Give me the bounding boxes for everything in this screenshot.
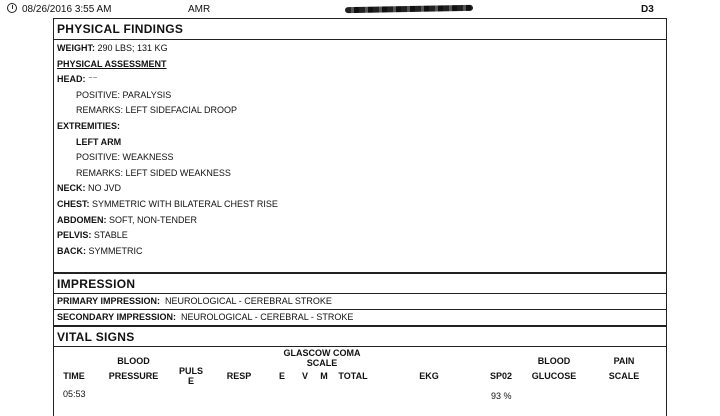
col-gcs-e: E — [278, 371, 285, 381]
col-bp-line1: BLOOD — [117, 356, 150, 366]
col-pain-line1: PAIN — [613, 356, 635, 366]
clock-icon — [7, 3, 17, 13]
gcs-line1: GLASCOW COMA — [283, 348, 361, 358]
chest-label: CHEST: — [57, 198, 90, 209]
section-title: VITAL SIGNS — [57, 330, 135, 344]
pelvis-row — [54, 228, 666, 244]
pelvis-label: PELVIS: — [57, 230, 92, 241]
col-ekg: EKG — [419, 371, 439, 381]
primary-impression-value: NEUROLOGICAL - CEREBRAL STROKE — [165, 296, 332, 306]
weight-value: 290 LBS; 131 KG — [97, 43, 168, 53]
abdomen-row — [54, 213, 666, 229]
gcs-line2: SCALE — [306, 358, 338, 368]
col-resp: RESP — [226, 371, 252, 381]
head-label: HEAD: — [57, 74, 86, 85]
col-pulse-line1: PULS — [178, 366, 203, 376]
section-title: IMPRESSION — [57, 277, 136, 291]
head-remarks: REMARKS: LEFT SIDEFACIAL DROOP — [76, 105, 238, 116]
print-header — [0, 0, 720, 18]
head-mark: ⁻⁻ — [88, 74, 98, 85]
secondary-impression-label: SECONDARY IMPRESSION: — [57, 312, 177, 322]
chest-value: SYMMETRIC WITH BILATERAL CHEST RISE — [92, 198, 278, 209]
impression-section — [53, 273, 667, 326]
back-row — [54, 244, 666, 260]
page-number: D3 — [641, 4, 654, 15]
chest-row — [54, 197, 666, 213]
row1-spo2: 93 % — [491, 391, 512, 401]
weight-row — [54, 41, 666, 57]
neck-label: NECK: — [57, 183, 86, 194]
physical-findings-section — [53, 18, 667, 273]
neck-row — [54, 181, 666, 197]
arm-remarks: REMARKS: LEFT SIDED WEAKNESS — [76, 167, 231, 178]
head-row — [54, 72, 666, 88]
head-positive: POSITIVE: PARALYSIS — [76, 89, 172, 100]
col-glucose-line2: GLUCOSE — [531, 371, 577, 381]
col-spo2: SP02 — [489, 371, 513, 381]
col-bp-line2: PRESSURE — [108, 371, 159, 381]
col-time: TIME — [63, 371, 85, 381]
secondary-impression-value: NEUROLOGICAL - CEREBRAL - STROKE — [181, 312, 354, 322]
back-value: SYMMETRIC — [88, 245, 143, 256]
row1-time: 05:53 — [63, 389, 86, 399]
redacted-patient-name — [345, 5, 473, 13]
section-title: PHYSICAL FINDINGS — [57, 22, 184, 36]
abdomen-value: SOFT, NON-TENDER — [109, 214, 198, 225]
col-gcs-total: TOTAL — [338, 371, 368, 381]
organization-name: AMR — [188, 4, 211, 15]
left-arm-label: LEFT ARM — [76, 136, 122, 147]
col-gcs-v: V — [301, 371, 308, 381]
pelvis-value: STABLE — [93, 230, 128, 241]
primary-impression-row — [54, 294, 666, 310]
secondary-impression-row — [54, 310, 666, 325]
col-pulse-line2: E — [187, 376, 194, 386]
arm-positive: POSITIVE: WEAKNESS — [76, 152, 174, 163]
back-label: BACK: — [57, 245, 86, 256]
primary-impression-label: PRIMARY IMPRESSION: — [57, 296, 161, 306]
col-pain-line2: SCALE — [608, 371, 640, 381]
col-gcs-m: M — [320, 371, 328, 381]
weight-label: WEIGHT: — [57, 43, 95, 53]
abdomen-label: ABDOMEN: — [57, 214, 107, 225]
assessment-heading: PHYSICAL ASSESSMENT — [57, 58, 167, 69]
vital-signs-section — [53, 326, 667, 416]
neck-value: NO JVD — [88, 183, 122, 194]
col-glucose-line1: BLOOD — [537, 356, 571, 366]
extremities-label: EXTREMITIES: — [57, 120, 121, 131]
print-timestamp: 08/26/2016 3:55 AM — [22, 4, 112, 15]
